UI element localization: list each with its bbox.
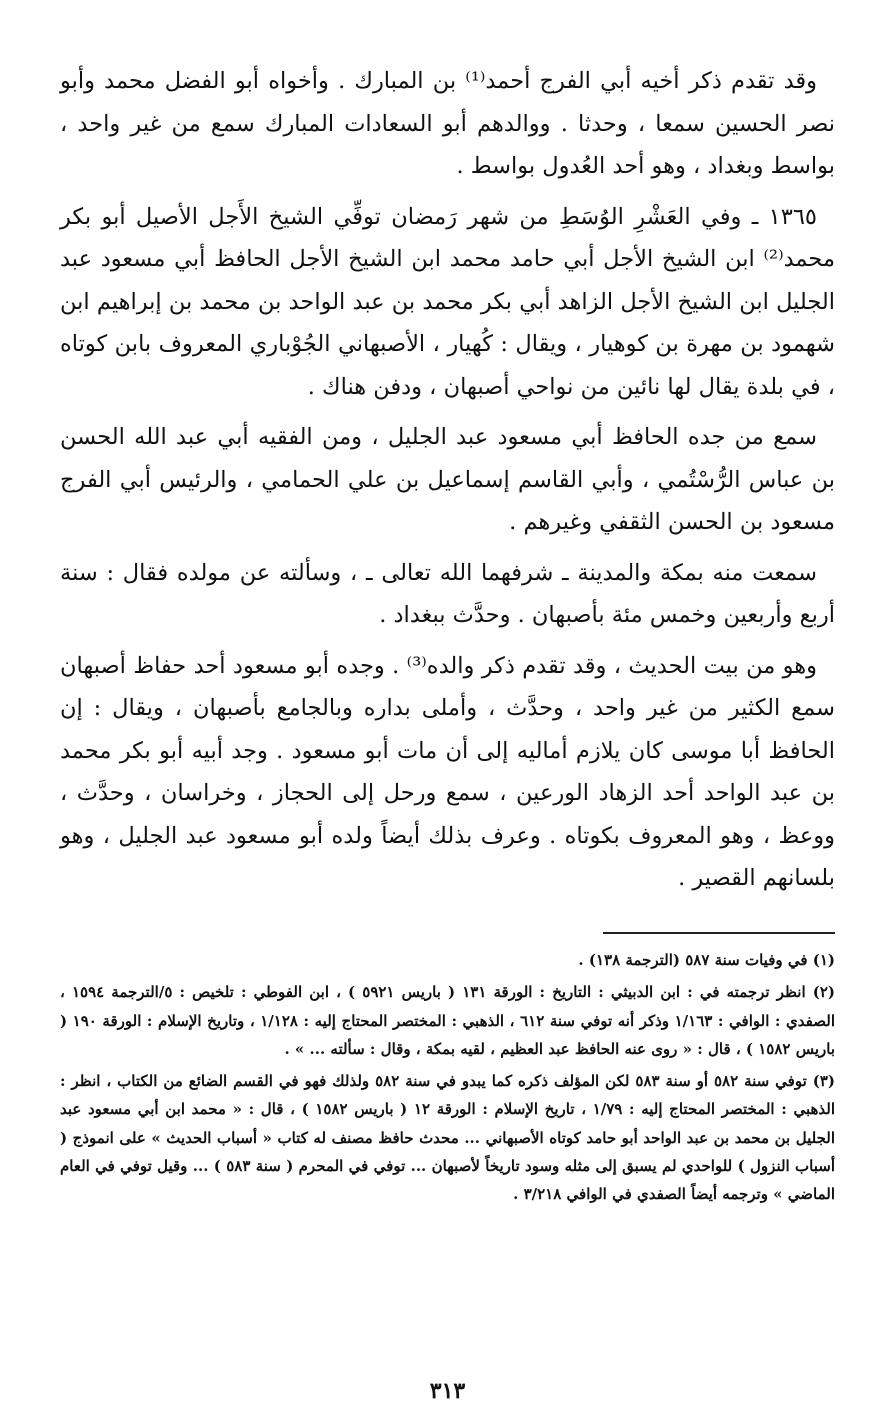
paragraph-4: سمعت منه بمكة والمدينة ـ شرفهما الله تعالى ـ ، وسألته عن مولده فقال : سنة أربع وأربعين وخمس مئة بأصبهان . وحدَّث ببغداد . xyxy=(60,559,835,628)
paragraph-5: وهو من بيت الحديث ، وقد تقدم ذكر والده⁽³⁾ . وجده أبو مسعود أحد حفاظ أصبهان سمع الكثير من غير واحد ، وحدَّث ، وأملى بداره وبالجامع بأصبهان ، ويقال : إن الحافظ أبا موسى كان يلازم أماليه إلى أن مات أبو مسعود . وجد أبيه أبو بكر محمد بن عبد الواحد أحد الزهاد الورعين ، سمع ورحل إلى الحجاز ، وخراسان ، وحدَّث ، ووعظ ، وهو المعروف بكوتاه . وعرف بذلك أيضاً ولده أبو مسعود عبد الجليل ، وهو بلسانهم القصير . xyxy=(60,652,835,891)
paragraph-1: وقد تقدم ذكر أخيه أبي الفرج أحمد⁽¹⁾ بن المبارك . وأخواه أبو الفضل محمد وأبو نصر الحسين سمعا ، وحدثا . ووالدهم أبو السعادات المبارك سمع من غير واحد ، بواسط وبغداد ، وهو أحد العُدول بواسط . xyxy=(60,68,835,179)
footnote-divider xyxy=(603,932,835,934)
paragraph-entry-1365: ١٣٦٥ ـ وفي العَشْرِ الوُسَطِ من شهر رَمضان توفِّي الشيخ الأَجل الأصيل أبو بكر محمد⁽²⁾ ابن الشيخ الأجل أبي حامد محمد ابن الشيخ الأجل الحافظ أبي مسعود عبد الجليل ابن الشيخ الأجل الزاهد أبي بكر محمد بن عبد الواحد بن محمد بن إبراهيم ابن شهمود بن مهرة بن كوهيار ، ويقال : كُهيار ، الأصبهاني الجُوْباري المعروف بابن كوتاه ، في بلدة يقال لها نائين من نواحي أصبهان ، ودفن هناك . xyxy=(60,203,835,400)
footnote-3: (٣) توفي سنة ٥٨٢ أو سنة ٥٨٣ لكن المؤلف ذكره كما يبدو في سنة ٥٨٢ ولذلك فهو في القسم الضائع من الكتاب ، انظر : الذهبي : المختصر المحتاج إليه : ١/٧٩ ، تاريخ الإسلام : الورقة ١٢ ( باريس ١٥٨٢ ) ، قال : « محمد ابن أبي مسعود عبد الجليل بن محمد بن عبد الواحد أبو حامد كوتاه الأصبهاني ... محدث حافظ مصنف له كتاب « أسباب الحديث » على انموذج ( أسباب النزول ) للواحدي لم يسبق إلى مثله وسود تاريخاً لأصبهان ... توفي في المحرم ( سنة ٥٨٣ ) ... وقيل توفي في العام الماضي » وترجمه أيضاً الصفدي في الوافي ٣/٢١٨ . xyxy=(60,1072,836,1204)
footnote-1: (١) في وفيات سنة ٥٨٧ (الترجمة ١٣٨) . xyxy=(578,951,835,969)
main-text xyxy=(60,60,835,900)
footnote-2: (٢) انظر ترجمته في : ابن الدبيثي : التاريخ : الورقة ١٣١ ( باريس ٥٩٢١ ) ، ابن الفوطي : تلخيص : ٥/الترجمة ١٥٩٤ ، الصفدي : الوافي : ١/١٦٣ وذكر أنه توفي سنة ٦١٢ ، الذهبي : المختصر المحتاج إليه : ١/١٢٨ ، وتاريخ الإسلام : الورقة ١٩٠ ( باريس ١٥٨٢ ) ، قال : « روى عنه الحافظ عبد العظيم ، لقيه بمكة ، وقال : سألته ... » . xyxy=(60,983,835,1058)
paragraph-3: سمع من جده الحافظ أبي مسعود عبد الجليل ، ومن الفقيه أبي عبد الله الحسن بن عباس الرُّسْتُمي ، وأبي القاسم إسماعيل بن علي الحمامي ، والرئيس أبي الفرج مسعود بن الحسن الثقفي وغيرهم . xyxy=(60,424,835,535)
book-page xyxy=(60,60,836,1404)
page-number: ٣١٣ xyxy=(429,1378,466,1404)
footnotes xyxy=(60,946,835,1213)
